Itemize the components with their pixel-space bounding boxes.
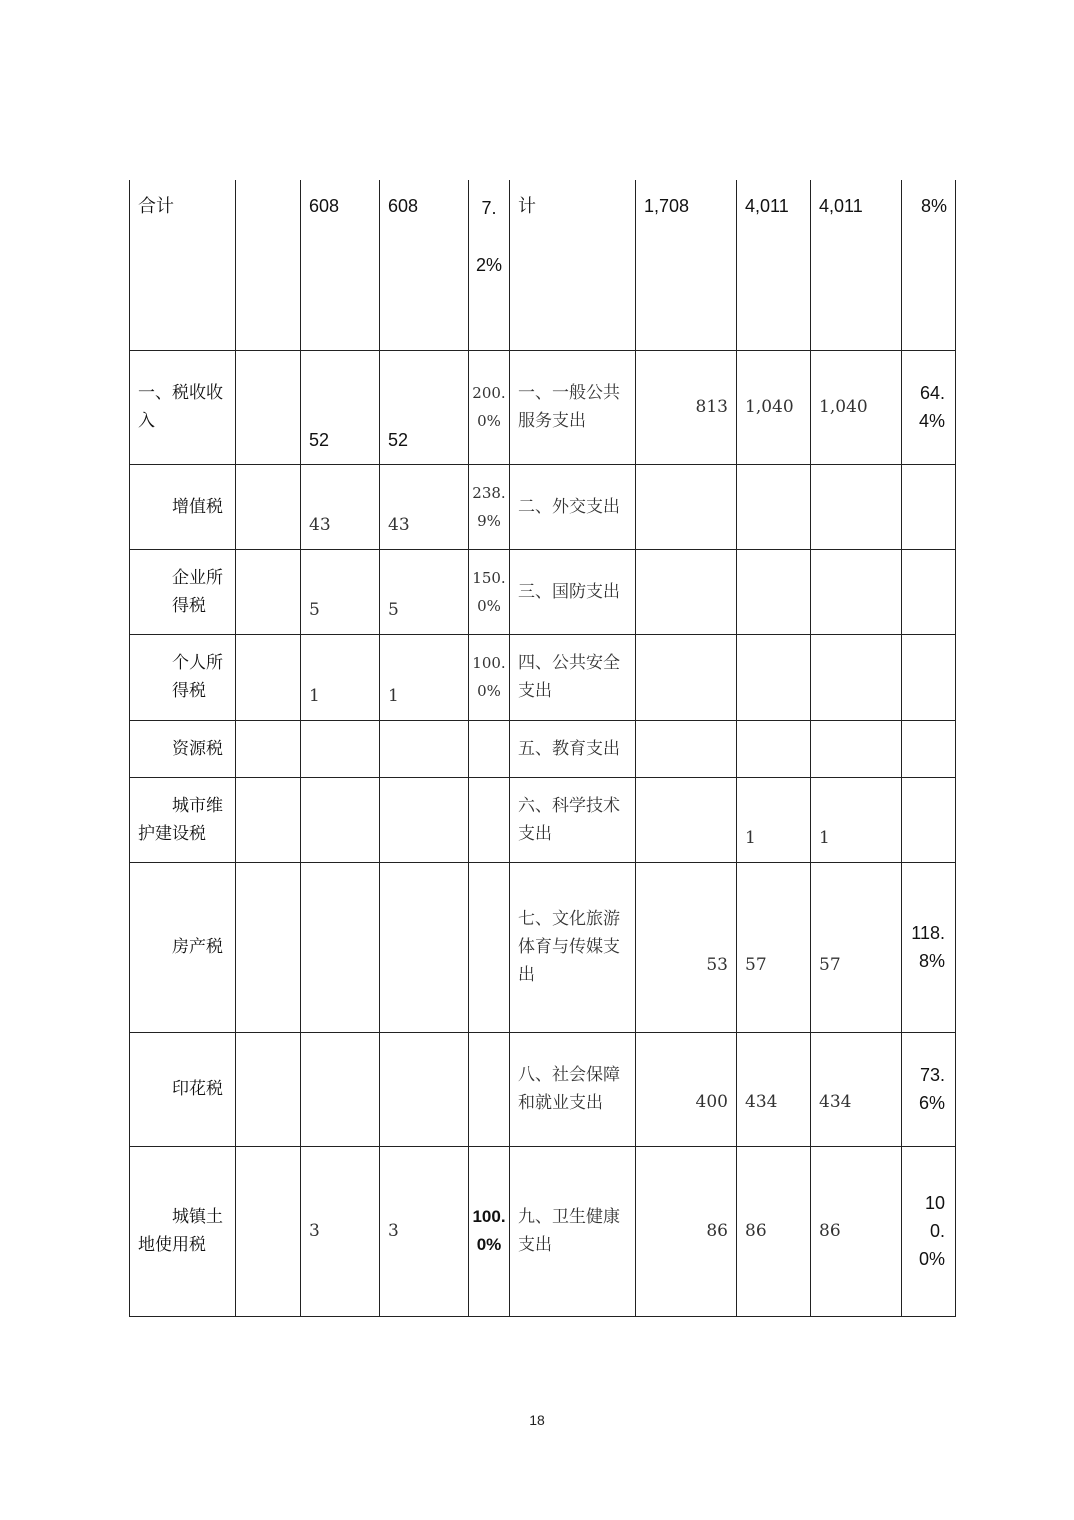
income-adjusted: 3 bbox=[301, 1146, 380, 1316]
income-adjusted bbox=[301, 862, 380, 1032]
income-budget bbox=[236, 1146, 301, 1316]
income-pct bbox=[469, 777, 510, 862]
income-pct: 200.0% bbox=[469, 350, 510, 464]
income-pct: 150.0% bbox=[469, 549, 510, 634]
expense-item: 七、文化旅游体育与传媒支出 bbox=[510, 862, 636, 1032]
table-row bbox=[130, 777, 956, 862]
income-pct: 7.2% bbox=[469, 180, 510, 350]
table-row bbox=[130, 549, 956, 634]
expense-actual bbox=[811, 464, 902, 549]
income-budget bbox=[236, 777, 301, 862]
expense-actual bbox=[811, 549, 902, 634]
income-adjusted: 52 bbox=[301, 350, 380, 464]
income-item-text: 增值税 bbox=[172, 496, 223, 517]
expense-adjusted: 57 bbox=[737, 862, 811, 1032]
income-item-text: 企业所得税 bbox=[172, 567, 223, 616]
expense-budget bbox=[636, 464, 737, 549]
expense-item: 八、社会保障和就业支出 bbox=[510, 1032, 636, 1146]
expense-actual: 434 bbox=[811, 1032, 902, 1146]
income-item bbox=[130, 1146, 236, 1316]
expense-pct bbox=[902, 720, 956, 777]
income-adjusted: 43 bbox=[301, 464, 380, 549]
expense-budget bbox=[636, 634, 737, 720]
income-item: 一、税收收入 bbox=[130, 350, 236, 464]
expense-pct bbox=[902, 634, 956, 720]
expense-adjusted bbox=[737, 634, 811, 720]
income-item bbox=[130, 464, 236, 549]
income-pct bbox=[469, 862, 510, 1032]
income-item bbox=[130, 777, 236, 862]
expense-actual: 4,011 bbox=[811, 180, 902, 350]
income-item-text: 印花税 bbox=[172, 1079, 223, 1099]
income-actual: 1 bbox=[380, 634, 469, 720]
income-pct bbox=[469, 720, 510, 777]
expense-adjusted: 1 bbox=[737, 777, 811, 862]
expense-item: 三、国防支出 bbox=[510, 549, 636, 634]
expense-item: 九、卫生健康支出 bbox=[510, 1146, 636, 1316]
expense-adjusted: 86 bbox=[737, 1146, 811, 1316]
expense-budget: 400 bbox=[636, 1032, 737, 1146]
table-row bbox=[130, 180, 956, 350]
income-item-text: 房产税 bbox=[172, 937, 223, 957]
income-item-text: 个人所得税 bbox=[172, 653, 223, 701]
expense-item: 一、一般公共服务支出 bbox=[510, 350, 636, 464]
expense-adjusted bbox=[737, 549, 811, 634]
income-adjusted bbox=[301, 777, 380, 862]
income-actual: 43 bbox=[380, 464, 469, 549]
income-item bbox=[130, 862, 236, 1032]
income-pct: 100.0% bbox=[469, 1146, 510, 1316]
expense-pct: 64.4% bbox=[902, 350, 956, 464]
income-adjusted: 5 bbox=[301, 549, 380, 634]
expense-item: 二、外交支出 bbox=[510, 464, 636, 549]
table-row bbox=[130, 634, 956, 720]
income-item-text: 城镇土地使用税 bbox=[138, 1207, 223, 1255]
expense-pct bbox=[902, 549, 956, 634]
income-item-text: 城市维护建设税 bbox=[138, 795, 223, 844]
income-item bbox=[130, 634, 236, 720]
income-budget bbox=[236, 549, 301, 634]
income-actual: 608 bbox=[380, 180, 469, 350]
expense-budget: 813 bbox=[636, 350, 737, 464]
table-row bbox=[130, 862, 956, 1032]
income-actual bbox=[380, 1032, 469, 1146]
expense-budget: 1,708 bbox=[636, 180, 737, 350]
income-item bbox=[130, 720, 236, 777]
expense-item: 计 bbox=[510, 180, 636, 350]
expense-budget: 86 bbox=[636, 1146, 737, 1316]
expense-pct: 8% bbox=[902, 180, 956, 350]
income-pct: 100.0% bbox=[469, 634, 510, 720]
income-adjusted bbox=[301, 1032, 380, 1146]
expense-actual bbox=[811, 634, 902, 720]
expense-pct bbox=[902, 777, 956, 862]
income-actual: 52 bbox=[380, 350, 469, 464]
expense-budget bbox=[636, 720, 737, 777]
table-row bbox=[130, 720, 956, 777]
income-item: 合计 bbox=[130, 180, 236, 350]
income-budget bbox=[236, 862, 301, 1032]
income-pct: 238.9% bbox=[469, 464, 510, 549]
expense-adjusted bbox=[737, 720, 811, 777]
income-actual bbox=[380, 862, 469, 1032]
table-row bbox=[130, 1032, 956, 1146]
income-actual: 5 bbox=[380, 549, 469, 634]
expense-actual: 86 bbox=[811, 1146, 902, 1316]
expense-adjusted: 1,040 bbox=[737, 350, 811, 464]
expense-budget bbox=[636, 549, 737, 634]
expense-pct: 73.6% bbox=[902, 1032, 956, 1146]
income-budget bbox=[236, 634, 301, 720]
expense-pct bbox=[902, 464, 956, 549]
budget-table bbox=[129, 180, 956, 1317]
expense-actual: 57 bbox=[811, 862, 902, 1032]
expense-adjusted: 4,011 bbox=[737, 180, 811, 350]
income-actual bbox=[380, 777, 469, 862]
income-adjusted: 1 bbox=[301, 634, 380, 720]
income-actual bbox=[380, 720, 469, 777]
table-row bbox=[130, 464, 956, 549]
income-adjusted bbox=[301, 720, 380, 777]
income-budget bbox=[236, 1032, 301, 1146]
income-item bbox=[130, 549, 236, 634]
income-actual: 3 bbox=[380, 1146, 469, 1316]
expense-actual: 1 bbox=[811, 777, 902, 862]
table-row bbox=[130, 1146, 956, 1316]
table-row bbox=[130, 350, 956, 464]
expense-item: 五、教育支出 bbox=[510, 720, 636, 777]
income-pct bbox=[469, 1032, 510, 1146]
expense-adjusted bbox=[737, 464, 811, 549]
expense-item: 六、科学技术支出 bbox=[510, 777, 636, 862]
income-budget bbox=[236, 350, 301, 464]
expense-actual bbox=[811, 720, 902, 777]
income-budget bbox=[236, 720, 301, 777]
expense-pct: 118.8% bbox=[902, 862, 956, 1032]
income-budget bbox=[236, 464, 301, 549]
expense-actual: 1,040 bbox=[811, 350, 902, 464]
income-item-text: 资源税 bbox=[172, 738, 223, 759]
expense-budget bbox=[636, 777, 737, 862]
expense-item: 四、公共安全支出 bbox=[510, 634, 636, 720]
income-item bbox=[130, 1032, 236, 1146]
expense-pct: 100.0% bbox=[902, 1146, 956, 1316]
expense-adjusted: 434 bbox=[737, 1032, 811, 1146]
page-number: 18 bbox=[529, 1412, 545, 1428]
income-budget bbox=[236, 180, 301, 350]
income-adjusted: 608 bbox=[301, 180, 380, 350]
expense-budget: 53 bbox=[636, 862, 737, 1032]
